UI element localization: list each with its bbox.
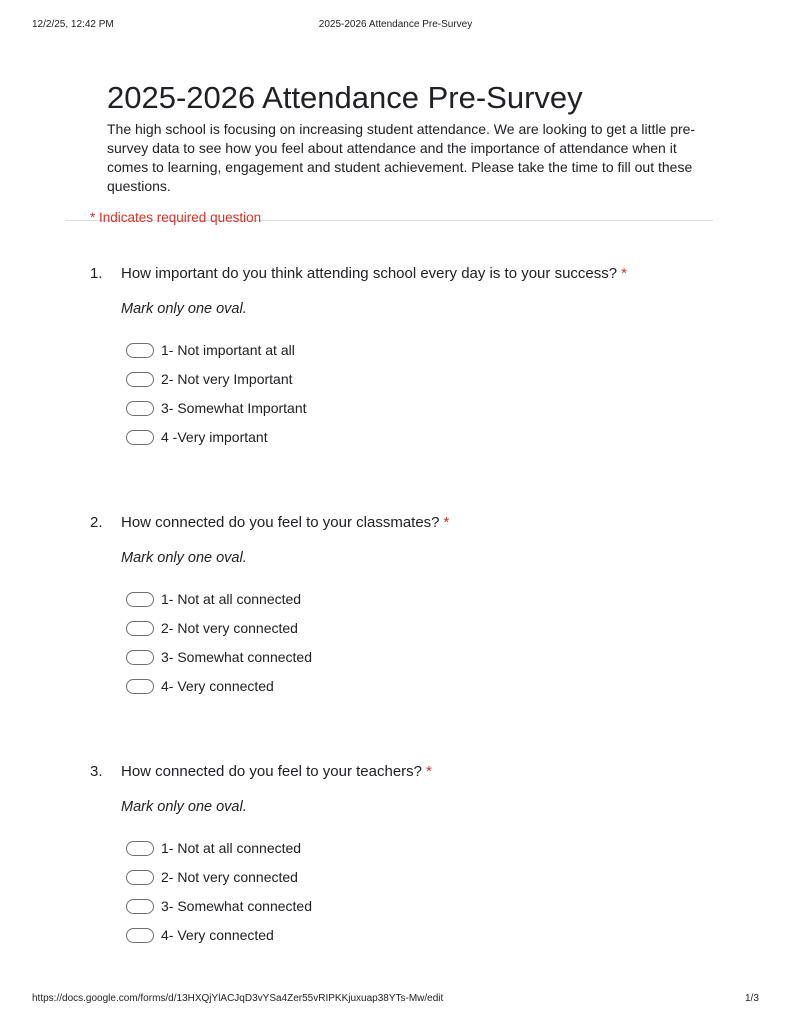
option-label: 1- Not at all connected [161, 840, 302, 856]
radio-option[interactable] [126, 648, 312, 666]
radio-option[interactable] [126, 926, 274, 944]
option-label: 4- Very connected [161, 927, 274, 943]
oval-radio-icon[interactable] [126, 592, 154, 607]
option-label: 2- Not very connected [161, 869, 298, 885]
required-asterisk: * [426, 763, 432, 780]
required-asterisk: * [443, 514, 450, 531]
question-hint: Mark only one oval. [121, 799, 247, 815]
question-text [121, 514, 449, 531]
oval-radio-icon[interactable] [126, 899, 154, 914]
oval-radio-icon[interactable] [126, 343, 154, 358]
required-asterisk: * [621, 265, 627, 282]
option-label: 1- Not important at all [161, 342, 295, 358]
radio-option[interactable] [126, 839, 301, 857]
oval-radio-icon[interactable] [126, 430, 154, 445]
required-note: * Indicates required question [90, 210, 262, 225]
radio-option[interactable] [126, 868, 298, 886]
question-hint: Mark only one oval. [121, 301, 247, 317]
radio-option[interactable] [126, 677, 274, 695]
print-datetime: 12/2/25, 12:42 PM [32, 19, 114, 30]
question-number: 1. [90, 265, 103, 282]
oval-radio-icon[interactable] [126, 928, 154, 943]
option-label: 3- Somewhat Important [161, 400, 307, 416]
oval-radio-icon[interactable] [126, 841, 154, 856]
question-hint: Mark only one oval. [121, 550, 247, 566]
oval-radio-icon[interactable] [126, 650, 154, 665]
radio-option[interactable] [126, 370, 293, 388]
option-label: 3- Somewhat connected [161, 898, 312, 914]
form-title: 2025-2026 Attendance Pre-Survey [107, 80, 583, 115]
option-label: 3- Somewhat connected [161, 649, 312, 665]
page-number: 1/3 [745, 993, 759, 1004]
print-title: 2025-2026 Attendance Pre-Survey [318, 19, 473, 30]
option-label: 2- Not very Important [161, 371, 293, 387]
question-label: How connected do you feel to your teachers? [121, 763, 423, 780]
radio-option[interactable] [126, 341, 295, 359]
question-number: 3. [90, 763, 103, 780]
oval-radio-icon[interactable] [126, 372, 154, 387]
radio-option[interactable] [126, 399, 307, 417]
oval-radio-icon[interactable] [126, 621, 154, 636]
option-label: 4 -Very important [161, 429, 268, 445]
option-label: 2- Not very connected [161, 620, 298, 636]
question-text [121, 763, 432, 780]
question-number: 2. [90, 514, 103, 531]
oval-radio-icon[interactable] [126, 870, 154, 885]
option-label: 4- Very connected [161, 678, 274, 694]
radio-option[interactable] [126, 428, 268, 446]
question-label: How important do you think attending school every day is to your success? [121, 265, 618, 282]
option-label: 1- Not at all connected [161, 591, 302, 607]
question-label: How connected do you feel to your classmates? [121, 514, 440, 531]
oval-radio-icon[interactable] [126, 679, 154, 694]
radio-option[interactable] [126, 619, 298, 637]
radio-option[interactable] [126, 590, 301, 608]
oval-radio-icon[interactable] [126, 401, 154, 416]
print-url: https://docs.google.com/forms/d/13HXQjYlACJqD3vYSa4Zer55vRIPKKjuxuap38YTs-Mw/edit [32, 993, 444, 1004]
form-description: The high school is focusing on increasing student attendance. We are looking to get a little pre-survey data to see how you feel about attendance and the importance of attendance when it comes to learning, engagement and student achievement. Please take the time to fill out these questions. [107, 121, 696, 194]
radio-option[interactable] [126, 897, 312, 915]
question-text [121, 265, 627, 282]
